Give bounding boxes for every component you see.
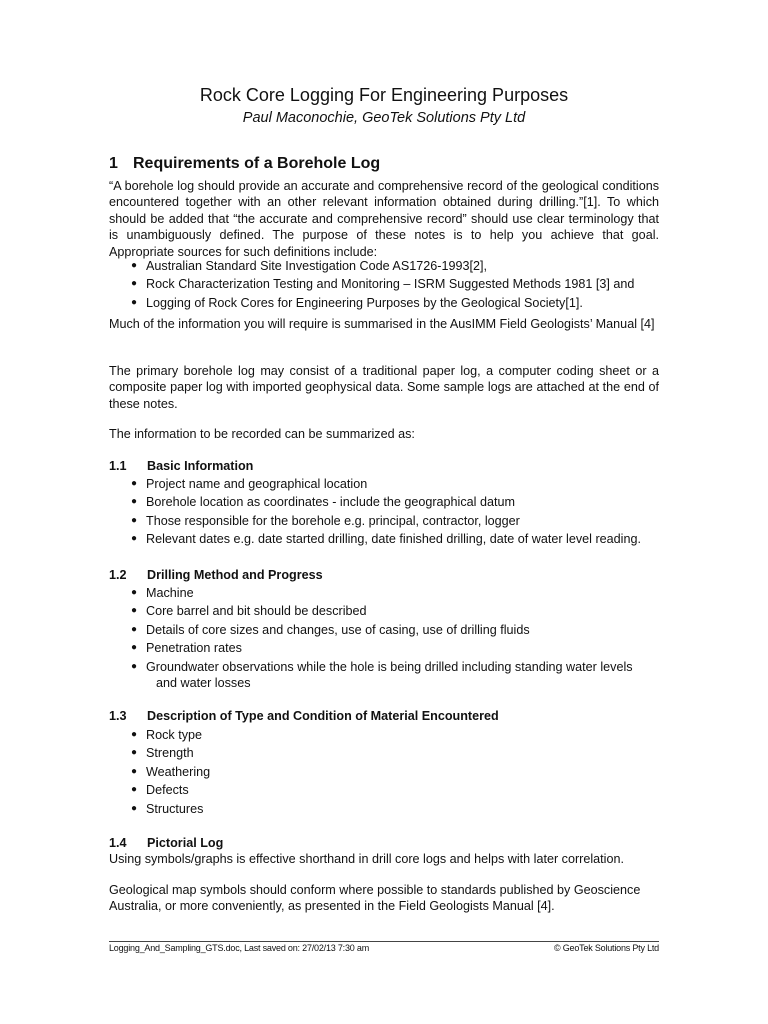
list-item: ● Core barrel and bit should be described — [131, 604, 367, 619]
section-1-2-heading — [109, 567, 323, 583]
bullet-icon: ● — [131, 496, 138, 508]
list-item: ● Logging of Rock Cores for Engineering Purposes by the Geological Society[1]. — [131, 295, 583, 310]
sources-list — [109, 258, 659, 313]
bullet-icon: ● — [131, 587, 138, 598]
bullet-icon: ● — [131, 642, 138, 654]
bullet-icon: ● — [131, 605, 138, 617]
list-item: ● Strength — [131, 746, 194, 761]
primary-log-paragraph: The primary borehole log may consist of a traditional paper log, a computer coding sheet or a composite paper log with imported geophysical data. Some sample logs are attached at the end of these notes. — [109, 364, 659, 411]
section-title: Basic Information — [147, 459, 254, 473]
ausimm-paragraph: Much of the information you will require is summarised in the AusIMM Field Geologists’ Manual [4] — [109, 317, 655, 331]
bullet-icon: ● — [131, 729, 138, 740]
list-item: ● Australian Standard Site Investigation Code AS1726-1993[2], — [131, 259, 487, 273]
list-item: ● Weathering — [131, 764, 211, 779]
section-title: Requirements of a Borehole Log — [133, 155, 381, 172]
intro-paragraph: “A borehole log should provide an accurate and comprehensive record of the geological conditions encountered together with an other relevant information obtained during drilling.”[1]. To which should be added that “the accurate and comprehensive record” should use clear terminology that is unambiguously defined. The purpose of these notes is to help you achieve that goal. Appropriate sources for such definitions include: — [109, 179, 659, 259]
bullet-icon: ● — [131, 747, 138, 759]
list-item: ● Borehole location as coordinates - include the geographical datum — [131, 495, 515, 510]
section-title: Pictorial Log — [147, 836, 224, 850]
bullet-icon: ● — [131, 784, 138, 796]
section-1-heading — [109, 154, 380, 174]
bullet-icon: ● — [131, 533, 138, 545]
list-item: ● Those responsible for the borehole e.g. principal, contractor, logger — [131, 513, 520, 528]
list-item: ● Project name and geographical location — [131, 477, 368, 491]
list-item: ● Penetration rates — [131, 641, 242, 656]
material-description-list — [109, 727, 659, 819]
bullet-icon: ● — [131, 623, 138, 635]
bullet-icon: ● — [131, 260, 138, 271]
section-1-1-heading — [109, 458, 253, 474]
footer-divider — [109, 941, 659, 942]
drilling-method-list — [109, 585, 659, 693]
section-1-4-heading — [109, 835, 223, 851]
section-number: 1 — [109, 155, 118, 172]
list-item: ● Machine — [131, 586, 194, 600]
list-item: ● Rock Characterization Testing and Monitoring – ISRM Suggested Methods 1981 [3] and — [131, 277, 635, 292]
section-number: 1.1 — [109, 459, 127, 473]
bullet-icon: ● — [131, 296, 138, 308]
section-title: Description of Type and Condition of Material Encountered — [147, 709, 499, 723]
bullet-icon: ● — [131, 514, 138, 526]
map-symbols-paragraph: Geological map symbols should conform where possible to standards published by Geoscience Australia, or more conveniently, as presented in the Field Geologists Manual [4]. — [109, 883, 641, 914]
section-1-3-heading — [109, 708, 499, 724]
bullet-icon: ● — [131, 802, 138, 814]
list-item: ● Structures — [131, 801, 204, 816]
basic-information-list — [109, 476, 659, 550]
section-title: Drilling Method and Progress — [147, 568, 323, 582]
document-author: Paul Maconochie, GeoTek Solutions Pty Ltd — [242, 110, 526, 126]
bullet-icon: ● — [131, 278, 138, 290]
bullet-icon: ● — [131, 660, 138, 672]
list-item: ● Defects — [131, 783, 189, 798]
pictorial-log-paragraph: Using symbols/graphs is effective shorthand in drill core logs and helps with later correlation. — [109, 852, 624, 866]
summary-paragraph: The information to be recorded can be summarized as: — [109, 427, 415, 441]
footer-filename: Logging_And_Sampling_GTS.doc, Last saved on: 27/02/13 7:30 am — [109, 943, 369, 953]
bullet-icon: ● — [131, 478, 138, 489]
list-item: ● Relevant dates e.g. date started drilling, date finished drilling, date of water level reading. — [131, 532, 641, 547]
section-number: 1.2 — [109, 568, 127, 582]
list-item: ● Groundwater observations while the hole is being drilled including standing water levels and water losses — [131, 659, 633, 691]
bullet-icon: ● — [131, 765, 138, 777]
footer-copyright: © GeoTek Solutions Pty Ltd — [554, 943, 659, 953]
section-number: 1.3 — [109, 709, 127, 723]
document-title: Rock Core Logging For Engineering Purposes — [199, 85, 569, 105]
section-number: 1.4 — [109, 836, 127, 850]
list-item: ● Details of core sizes and changes, use of casing, use of drilling fluids — [131, 622, 530, 637]
list-item: ● Rock type — [131, 728, 202, 742]
